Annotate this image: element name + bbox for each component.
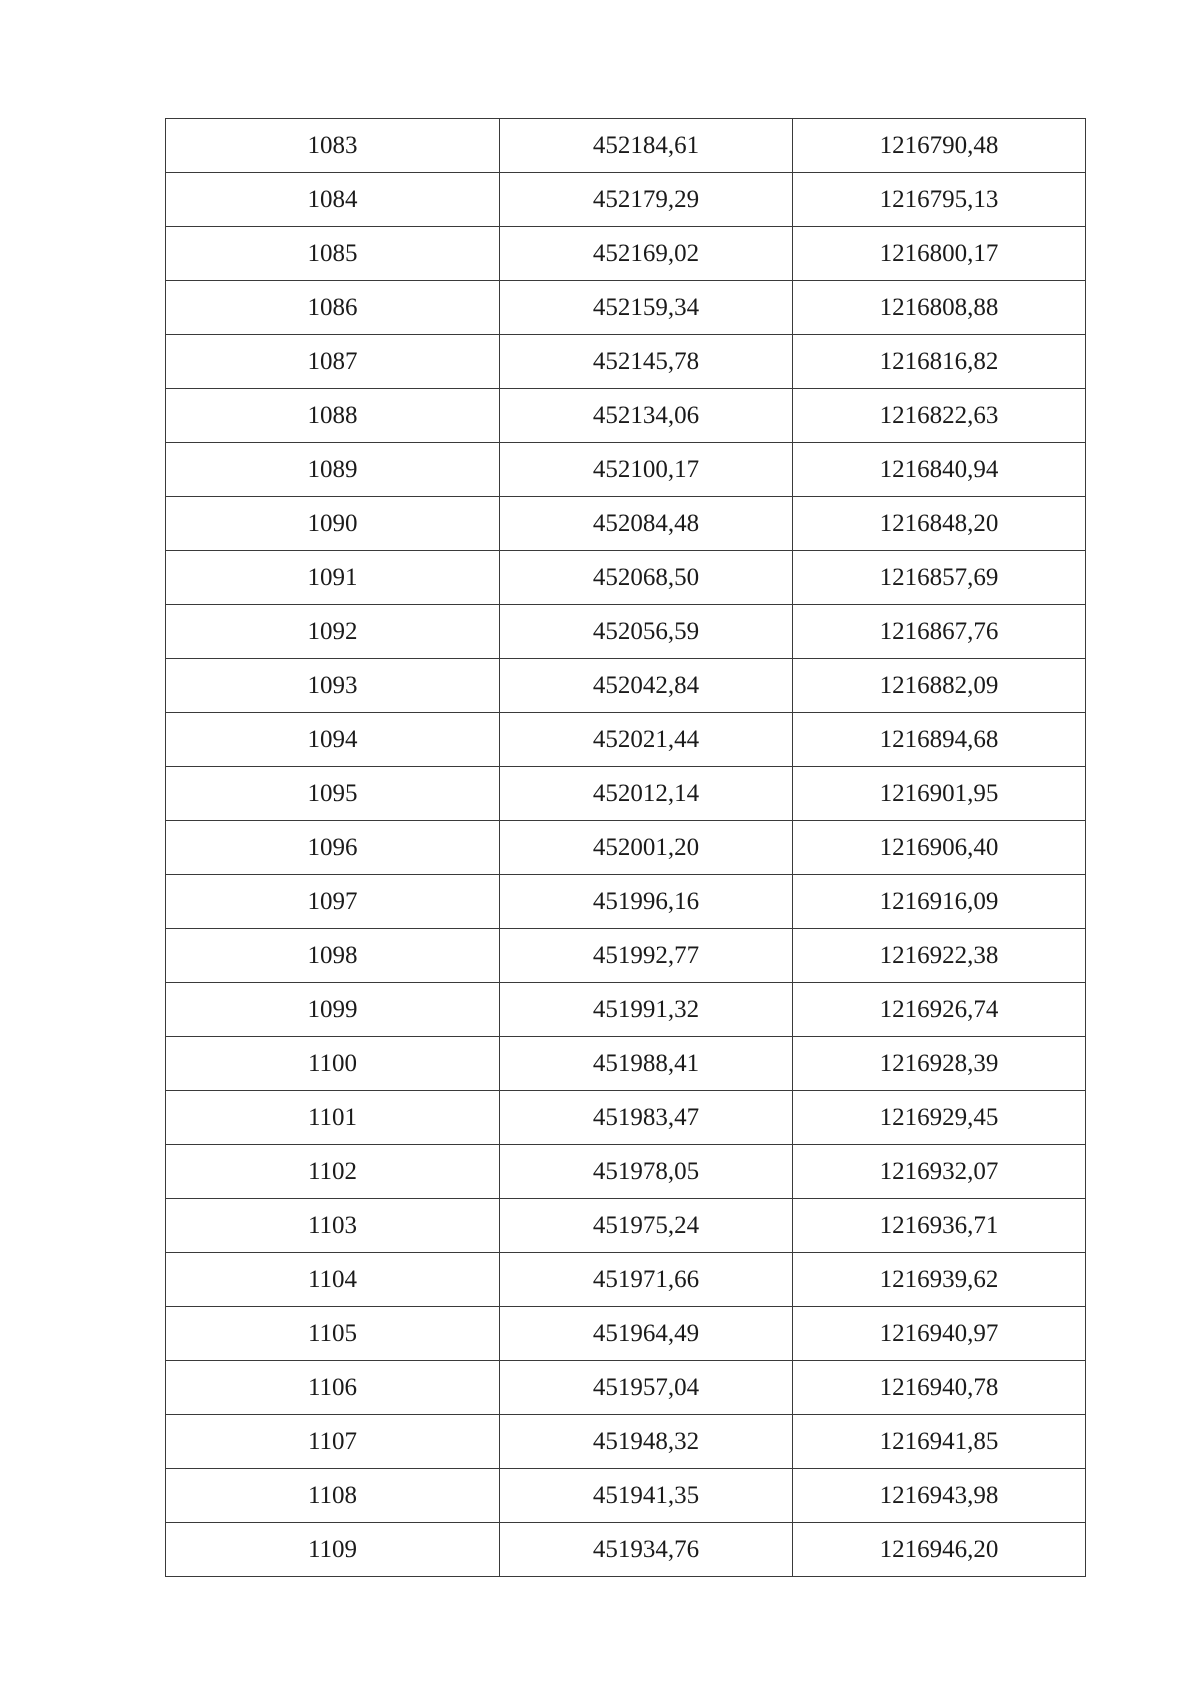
table-row bbox=[166, 821, 1086, 875]
table-row bbox=[166, 335, 1086, 389]
point-number-cell: 1094 bbox=[166, 713, 500, 767]
y-coordinate-cell: 1216922,38 bbox=[793, 929, 1086, 983]
table-row bbox=[166, 1469, 1086, 1523]
table-row bbox=[166, 551, 1086, 605]
x-coordinate-cell: 451975,24 bbox=[500, 1199, 793, 1253]
coordinates-table-body bbox=[166, 119, 1086, 1577]
x-coordinate-cell: 452145,78 bbox=[500, 335, 793, 389]
point-number-cell: 1098 bbox=[166, 929, 500, 983]
table-row bbox=[166, 1091, 1086, 1145]
table-row bbox=[166, 1199, 1086, 1253]
y-coordinate-cell: 1216929,45 bbox=[793, 1091, 1086, 1145]
table-row bbox=[166, 767, 1086, 821]
x-coordinate-cell: 452134,06 bbox=[500, 389, 793, 443]
y-coordinate-cell: 1216943,98 bbox=[793, 1469, 1086, 1523]
table-row bbox=[166, 389, 1086, 443]
table-row bbox=[166, 713, 1086, 767]
point-number-cell: 1095 bbox=[166, 767, 500, 821]
point-number-cell: 1099 bbox=[166, 983, 500, 1037]
y-coordinate-cell: 1216795,13 bbox=[793, 173, 1086, 227]
point-number-cell: 1087 bbox=[166, 335, 500, 389]
y-coordinate-cell: 1216936,71 bbox=[793, 1199, 1086, 1253]
y-coordinate-cell: 1216940,97 bbox=[793, 1307, 1086, 1361]
y-coordinate-cell: 1216928,39 bbox=[793, 1037, 1086, 1091]
x-coordinate-cell: 451957,04 bbox=[500, 1361, 793, 1415]
point-number-cell: 1097 bbox=[166, 875, 500, 929]
table-row bbox=[166, 443, 1086, 497]
x-coordinate-cell: 452001,20 bbox=[500, 821, 793, 875]
y-coordinate-cell: 1216916,09 bbox=[793, 875, 1086, 929]
y-coordinate-cell: 1216940,78 bbox=[793, 1361, 1086, 1415]
point-number-cell: 1101 bbox=[166, 1091, 500, 1145]
point-number-cell: 1106 bbox=[166, 1361, 500, 1415]
table-row bbox=[166, 659, 1086, 713]
x-coordinate-cell: 451991,32 bbox=[500, 983, 793, 1037]
y-coordinate-cell: 1216790,48 bbox=[793, 119, 1086, 173]
x-coordinate-cell: 451996,16 bbox=[500, 875, 793, 929]
table-row bbox=[166, 497, 1086, 551]
x-coordinate-cell: 451964,49 bbox=[500, 1307, 793, 1361]
table-row bbox=[166, 119, 1086, 173]
point-number-cell: 1091 bbox=[166, 551, 500, 605]
x-coordinate-cell: 451978,05 bbox=[500, 1145, 793, 1199]
table-row bbox=[166, 173, 1086, 227]
y-coordinate-cell: 1216857,69 bbox=[793, 551, 1086, 605]
point-number-cell: 1083 bbox=[166, 119, 500, 173]
x-coordinate-cell: 452021,44 bbox=[500, 713, 793, 767]
x-coordinate-cell: 452179,29 bbox=[500, 173, 793, 227]
table-row bbox=[166, 1361, 1086, 1415]
y-coordinate-cell: 1216822,63 bbox=[793, 389, 1086, 443]
y-coordinate-cell: 1216939,62 bbox=[793, 1253, 1086, 1307]
x-coordinate-cell: 452184,61 bbox=[500, 119, 793, 173]
x-coordinate-cell: 452100,17 bbox=[500, 443, 793, 497]
table-row bbox=[166, 983, 1086, 1037]
table-row bbox=[166, 605, 1086, 659]
point-number-cell: 1088 bbox=[166, 389, 500, 443]
point-number-cell: 1085 bbox=[166, 227, 500, 281]
table-row bbox=[166, 1145, 1086, 1199]
point-number-cell: 1109 bbox=[166, 1523, 500, 1577]
x-coordinate-cell: 451948,32 bbox=[500, 1415, 793, 1469]
point-number-cell: 1096 bbox=[166, 821, 500, 875]
y-coordinate-cell: 1216932,07 bbox=[793, 1145, 1086, 1199]
x-coordinate-cell: 451983,47 bbox=[500, 1091, 793, 1145]
table-row bbox=[166, 875, 1086, 929]
x-coordinate-cell: 451941,35 bbox=[500, 1469, 793, 1523]
x-coordinate-cell: 452169,02 bbox=[500, 227, 793, 281]
x-coordinate-cell: 452012,14 bbox=[500, 767, 793, 821]
table-row bbox=[166, 1037, 1086, 1091]
x-coordinate-cell: 451992,77 bbox=[500, 929, 793, 983]
point-number-cell: 1089 bbox=[166, 443, 500, 497]
x-coordinate-cell: 452042,84 bbox=[500, 659, 793, 713]
point-number-cell: 1105 bbox=[166, 1307, 500, 1361]
x-coordinate-cell: 451988,41 bbox=[500, 1037, 793, 1091]
table-row bbox=[166, 1307, 1086, 1361]
y-coordinate-cell: 1216816,82 bbox=[793, 335, 1086, 389]
coordinates-table bbox=[165, 118, 1086, 1577]
y-coordinate-cell: 1216894,68 bbox=[793, 713, 1086, 767]
y-coordinate-cell: 1216946,20 bbox=[793, 1523, 1086, 1577]
y-coordinate-cell: 1216808,88 bbox=[793, 281, 1086, 335]
y-coordinate-cell: 1216906,40 bbox=[793, 821, 1086, 875]
table-row bbox=[166, 227, 1086, 281]
x-coordinate-cell: 452084,48 bbox=[500, 497, 793, 551]
point-number-cell: 1107 bbox=[166, 1415, 500, 1469]
point-number-cell: 1092 bbox=[166, 605, 500, 659]
point-number-cell: 1103 bbox=[166, 1199, 500, 1253]
point-number-cell: 1100 bbox=[166, 1037, 500, 1091]
point-number-cell: 1108 bbox=[166, 1469, 500, 1523]
point-number-cell: 1084 bbox=[166, 173, 500, 227]
y-coordinate-cell: 1216941,85 bbox=[793, 1415, 1086, 1469]
y-coordinate-cell: 1216867,76 bbox=[793, 605, 1086, 659]
x-coordinate-cell: 451971,66 bbox=[500, 1253, 793, 1307]
x-coordinate-cell: 451934,76 bbox=[500, 1523, 793, 1577]
point-number-cell: 1093 bbox=[166, 659, 500, 713]
x-coordinate-cell: 452056,59 bbox=[500, 605, 793, 659]
y-coordinate-cell: 1216800,17 bbox=[793, 227, 1086, 281]
x-coordinate-cell: 452159,34 bbox=[500, 281, 793, 335]
point-number-cell: 1102 bbox=[166, 1145, 500, 1199]
y-coordinate-cell: 1216926,74 bbox=[793, 983, 1086, 1037]
y-coordinate-cell: 1216840,94 bbox=[793, 443, 1086, 497]
table-row bbox=[166, 1523, 1086, 1577]
table-row bbox=[166, 1415, 1086, 1469]
table-row bbox=[166, 281, 1086, 335]
point-number-cell: 1086 bbox=[166, 281, 500, 335]
point-number-cell: 1104 bbox=[166, 1253, 500, 1307]
y-coordinate-cell: 1216848,20 bbox=[793, 497, 1086, 551]
y-coordinate-cell: 1216882,09 bbox=[793, 659, 1086, 713]
x-coordinate-cell: 452068,50 bbox=[500, 551, 793, 605]
table-row bbox=[166, 929, 1086, 983]
y-coordinate-cell: 1216901,95 bbox=[793, 767, 1086, 821]
point-number-cell: 1090 bbox=[166, 497, 500, 551]
table-row bbox=[166, 1253, 1086, 1307]
